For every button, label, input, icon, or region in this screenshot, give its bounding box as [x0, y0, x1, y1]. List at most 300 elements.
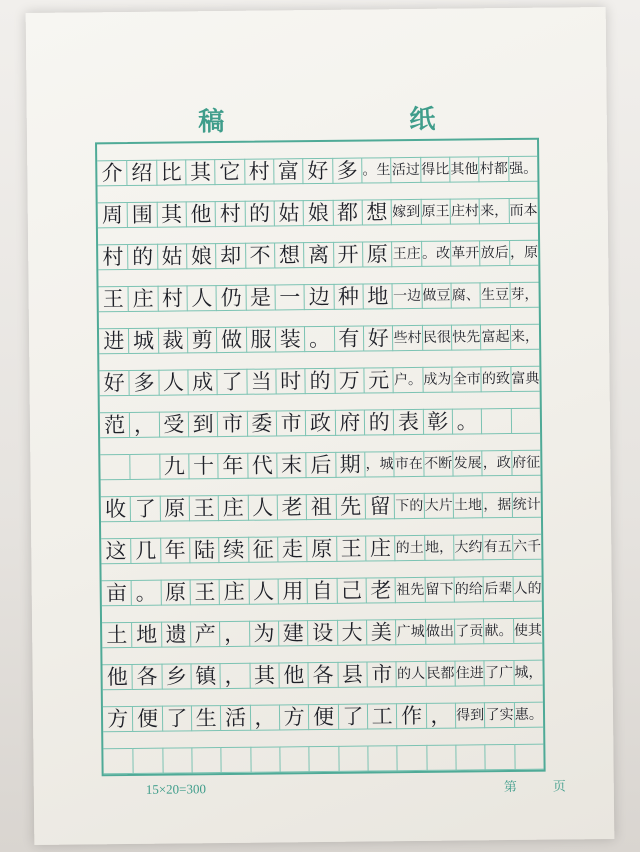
- grid-cell: [248, 536, 278, 562]
- grid-cell: [221, 747, 251, 773]
- handwritten-character: 做出: [425, 623, 455, 640]
- handwritten-character: 万: [338, 368, 360, 393]
- grid-cell: [421, 241, 451, 267]
- handwritten-character: 下的: [395, 497, 424, 515]
- grid-cell: [160, 579, 190, 605]
- grid-cell: [215, 159, 245, 185]
- handwritten-character: 作: [400, 703, 423, 728]
- handwritten-character: ，: [430, 703, 452, 728]
- grid-cell: [276, 452, 306, 478]
- handwritten-character: 多: [336, 158, 358, 183]
- handwritten-character: 时: [280, 368, 302, 393]
- grid-cell: [364, 409, 394, 435]
- grid-cell: [420, 199, 450, 225]
- handwritten-character: 的: [248, 201, 271, 226]
- grid-row: [103, 702, 543, 733]
- handwritten-character: 王: [194, 579, 216, 604]
- grid-cell: [162, 747, 192, 773]
- grid-cell: [335, 452, 365, 478]
- grid-cell: [514, 702, 544, 728]
- handwritten-character: 代: [251, 452, 273, 478]
- grid-cell: [187, 369, 217, 395]
- handwritten-character: 土: [106, 622, 128, 647]
- grid-cell: [509, 240, 539, 266]
- grid-cell: [480, 282, 510, 308]
- handwritten-character: 多: [133, 370, 155, 395]
- grid-cell: [449, 156, 479, 182]
- handwritten-character: 其他: [450, 161, 479, 178]
- grid-cell: [278, 620, 308, 646]
- grid-cell: [218, 537, 248, 563]
- grid-cell: [247, 452, 277, 478]
- handwritten-character: 使其: [513, 622, 543, 639]
- grid-cell: [128, 286, 158, 312]
- handwritten-character: 绍: [131, 160, 153, 185]
- handwritten-character: 地: [367, 283, 389, 308]
- grid-cell: [450, 240, 480, 266]
- handwritten-character: 一边: [393, 287, 422, 305]
- grid-cell: [191, 747, 221, 773]
- grid-cell: [131, 622, 161, 648]
- grid-cell: [100, 454, 130, 480]
- handwritten-character: 县: [341, 662, 364, 687]
- grid-cell: [334, 368, 364, 394]
- grid-cell: [101, 496, 131, 522]
- handwritten-character: 好: [367, 325, 389, 350]
- handwritten-character: 政: [309, 410, 332, 435]
- grid-cell: [307, 620, 337, 646]
- grid-cell: [511, 492, 541, 518]
- grid-cell: [510, 408, 540, 434]
- handwritten-character: 这: [105, 538, 127, 563]
- grid-cell: [484, 702, 514, 728]
- grid-cell: [481, 366, 511, 392]
- handwritten-character: 惠。: [514, 706, 543, 723]
- handwritten-character: 介: [101, 160, 123, 185]
- grid-cell: [364, 451, 394, 477]
- handwritten-character: 了: [221, 369, 243, 394]
- handwritten-character: 府: [339, 410, 361, 435]
- handwritten-character: 住进: [455, 665, 484, 682]
- handwritten-character: 而本: [509, 202, 538, 220]
- handwritten-character: 人: [191, 285, 213, 310]
- handwritten-character: ，: [254, 704, 276, 730]
- handwritten-character: 娘: [190, 243, 212, 268]
- grid-cell: [98, 202, 128, 228]
- handwritten-character: 原: [164, 495, 186, 521]
- grid-cell: [249, 620, 279, 646]
- handwritten-character: 乡: [165, 663, 188, 689]
- handwritten-character: 的: [132, 244, 154, 269]
- grid-cell: [334, 410, 364, 436]
- grid-cell: [305, 410, 335, 436]
- handwritten-character: ，: [224, 663, 246, 688]
- handwritten-character: 得到: [456, 707, 485, 724]
- handwritten-character: 围: [131, 202, 153, 227]
- handwritten-character: 土地: [453, 497, 483, 514]
- page-label-prefix: 第: [503, 779, 517, 796]
- handwritten-character: 姑: [161, 243, 183, 269]
- grid-cell: [127, 244, 157, 270]
- grid-cell: [306, 536, 336, 562]
- handwritten-character: 其: [189, 159, 212, 184]
- handwritten-character: 成: [192, 369, 214, 394]
- grid-cell: [219, 579, 249, 605]
- handwritten-character: 留下: [425, 581, 454, 598]
- grid-cell: [511, 450, 541, 476]
- grid-cell: [480, 324, 510, 350]
- handwritten-character: 庄: [223, 579, 245, 604]
- handwritten-character: 仍: [220, 285, 242, 310]
- handwritten-character: 他: [106, 664, 128, 689]
- grid-cell: [426, 703, 456, 729]
- grid-cell: [453, 492, 483, 518]
- grid-cell: [218, 495, 248, 521]
- grid-cell: [365, 493, 395, 519]
- grid-cell: [479, 198, 509, 224]
- grid-cell: [338, 704, 368, 730]
- grid-cell: [397, 745, 427, 771]
- grid-cell: [333, 284, 363, 310]
- handwritten-character: 都: [336, 200, 359, 225]
- grid-cell: [129, 412, 159, 438]
- grid-cell: [99, 370, 129, 396]
- grid-cell: [162, 705, 192, 731]
- grid-cell: [250, 704, 280, 730]
- handwritten-character: 放后: [480, 245, 509, 262]
- page-label-suffix: 页: [552, 779, 566, 795]
- handwritten-character: 工: [371, 703, 393, 728]
- handwritten-character: 原: [366, 241, 388, 266]
- handwritten-character: 用: [282, 578, 304, 603]
- grid-cell: [130, 496, 160, 522]
- handwritten-character: 好: [103, 370, 125, 395]
- grid-cell: [394, 451, 424, 477]
- page-number-label: [504, 775, 602, 795]
- grid-cell: [424, 577, 454, 603]
- handwritten-character: 有五: [483, 538, 512, 556]
- grid-cell: [334, 326, 364, 352]
- grid-cell: [484, 660, 514, 686]
- grid-cell: [366, 577, 396, 603]
- grid-cell: [361, 157, 391, 183]
- handwritten-character: 彰: [427, 409, 449, 434]
- grid-cell: [420, 157, 450, 183]
- grid-cell: [481, 408, 511, 434]
- grid-cell: [249, 662, 279, 688]
- handwritten-character: 。: [308, 326, 331, 351]
- grid-cell: [161, 621, 191, 647]
- handwritten-character: ，政: [482, 455, 511, 472]
- handwritten-character: [104, 457, 125, 478]
- handwritten-character: 自: [311, 578, 333, 603]
- handwritten-character: 。: [456, 408, 478, 434]
- grid-cell: [306, 452, 336, 478]
- grid-cell: [274, 200, 304, 226]
- handwritten-character: 统计: [512, 496, 541, 513]
- grid-cell: [392, 325, 422, 351]
- grid-cell: [101, 538, 131, 564]
- grid-row: [101, 534, 541, 565]
- grid-cell: [247, 494, 277, 520]
- handwritten-character: 方: [283, 704, 305, 729]
- grid-cell: [396, 703, 426, 729]
- handwritten-character: 便: [312, 704, 335, 729]
- handwritten-character: 庄村: [450, 203, 480, 220]
- handwritten-character: 为: [253, 620, 275, 646]
- handwritten-character: 做豆: [422, 287, 451, 304]
- grid-cell: [423, 451, 453, 477]
- handwritten-character: 市: [280, 410, 302, 435]
- handwritten-character: 美: [370, 619, 392, 644]
- handwritten-character: 各: [312, 662, 334, 687]
- grid-cell: [277, 536, 307, 562]
- grid-cell: [309, 746, 339, 772]
- grid-cell: [367, 745, 397, 771]
- handwritten-character: 遗: [165, 621, 187, 647]
- handwritten-character: 周: [101, 202, 124, 227]
- handwritten-character: 府征: [512, 454, 541, 471]
- handwritten-character: 腐、: [451, 287, 480, 304]
- grid-cell: [103, 748, 133, 774]
- handwritten-character: 走: [281, 536, 304, 561]
- grid-cell: [248, 578, 278, 604]
- grid-cell: [303, 200, 333, 226]
- grid-cell: [156, 159, 186, 185]
- handwritten-character: 大约: [454, 539, 483, 556]
- grid-cell: [250, 746, 280, 772]
- handwritten-character: 开: [337, 242, 359, 267]
- handwritten-character: 进: [103, 328, 125, 353]
- grid-row: [98, 240, 538, 271]
- handwritten-character: ，据: [483, 497, 512, 514]
- grid-cell: [450, 198, 480, 224]
- grid-spec-label: 15×20=300: [145, 781, 207, 797]
- grid-cell: [216, 327, 246, 353]
- handwritten-character: 活: [224, 705, 247, 730]
- grid-row: [100, 408, 540, 439]
- grid-cell: [187, 285, 217, 311]
- grid-cell: [455, 702, 485, 728]
- grid-cell: [157, 285, 187, 311]
- grid-cell: [426, 745, 456, 771]
- grid-cell: [132, 664, 162, 690]
- grid-cell: [186, 201, 216, 227]
- grid-row: [102, 576, 542, 607]
- grid-cell: [274, 242, 304, 268]
- handwritten-character: 人: [162, 369, 184, 395]
- grid-cell: [215, 201, 245, 227]
- grid-cell: [307, 578, 337, 604]
- handwritten-character: 活过: [391, 161, 420, 179]
- handwritten-character: 王: [340, 536, 362, 561]
- grid-cell: [395, 619, 425, 645]
- handwritten-character: 。生: [362, 162, 391, 179]
- grid-cell: [218, 453, 248, 479]
- handwritten-character: 的致: [481, 371, 511, 388]
- handwritten-character: 的: [368, 409, 390, 434]
- handwritten-character: 年: [164, 537, 186, 563]
- handwritten-character: 来，: [480, 203, 509, 220]
- grid-cell: [514, 744, 544, 770]
- grid-cell: [424, 535, 454, 561]
- handwritten-character: 市在: [394, 455, 423, 473]
- grid-cell: [219, 621, 249, 647]
- grid-cell: [217, 411, 247, 437]
- grid-cell: [244, 200, 274, 226]
- handwritten-character: 革开: [451, 245, 480, 262]
- handwritten-character: 献。: [484, 622, 513, 640]
- grid-cell: [337, 662, 367, 688]
- handwritten-character: 其: [253, 662, 276, 688]
- grid-cell: [333, 242, 363, 268]
- handwritten-character: 祖: [310, 494, 332, 519]
- handwritten-character: 庄: [132, 286, 154, 311]
- handwritten-character: 了实: [485, 706, 514, 724]
- grid-cell: [246, 410, 276, 436]
- handwritten-character: 。改: [421, 245, 451, 262]
- handwritten-character: 娘: [307, 200, 329, 225]
- grid-cell: [451, 282, 481, 308]
- grid-cell: [393, 409, 423, 435]
- grid-cell: [279, 704, 309, 730]
- handwritten-character: 广城: [396, 623, 425, 641]
- handwritten-character: 续: [223, 537, 245, 562]
- grid-cell: [332, 158, 362, 184]
- grid-cell: [190, 621, 220, 647]
- grid-cell: [452, 408, 482, 434]
- grid-cell: [512, 576, 542, 602]
- grid-cell: [482, 492, 512, 518]
- handwritten-character: 生豆: [481, 287, 510, 304]
- handwritten-character: 后: [310, 452, 332, 477]
- grid-row: [102, 660, 542, 691]
- handwritten-character: 六千: [513, 538, 542, 555]
- handwritten-character: 民都: [426, 665, 455, 682]
- grid-cell: [303, 158, 333, 184]
- grid-cell: [421, 283, 451, 309]
- grid-row: [99, 282, 539, 313]
- handwritten-character: 的: [309, 368, 331, 393]
- grid-cell: [273, 158, 303, 184]
- handwritten-character: 原: [311, 536, 333, 561]
- grid-cell: [102, 664, 132, 690]
- grid-cell: [217, 369, 247, 395]
- handwritten-character: 王庄: [392, 245, 421, 263]
- grid-cell: [99, 328, 129, 354]
- grid-cell: [483, 576, 513, 602]
- handwritten-character: 庄: [369, 535, 392, 560]
- handwritten-character: 村都: [479, 161, 508, 178]
- grid-cell: [363, 283, 393, 309]
- handwritten-character: 村: [161, 285, 184, 311]
- grid-cell: [190, 663, 220, 689]
- grid-cell: [275, 284, 305, 310]
- grid-row: [103, 744, 543, 775]
- handwritten-character: 后辈: [484, 580, 513, 598]
- handwritten-character: ，: [224, 621, 246, 646]
- grid-cell: [338, 746, 368, 772]
- handwritten-character: 九: [163, 453, 185, 479]
- handwritten-character: 当: [250, 369, 272, 394]
- grid-cell: [103, 706, 133, 732]
- handwritten-character: 了: [166, 705, 188, 731]
- handwritten-character: 做: [220, 327, 243, 352]
- grid-cell: [159, 495, 189, 521]
- handwritten-character: 种: [337, 284, 360, 309]
- handwritten-character: 元: [368, 367, 390, 392]
- handwritten-character: 比: [160, 159, 182, 185]
- handwritten-character: 市: [221, 411, 244, 436]
- handwritten-character: 设: [312, 620, 334, 645]
- grid-cell: [128, 328, 158, 354]
- manuscript-paper-sheet: [26, 7, 615, 845]
- handwritten-character: 村: [219, 201, 241, 226]
- grid-row: [99, 366, 539, 397]
- handwritten-character: 快先: [452, 329, 481, 346]
- handwritten-character: 留: [369, 493, 391, 518]
- grid-cell: [158, 327, 188, 353]
- sheet-title: 稿 纸: [198, 103, 524, 138]
- grid-cell: [304, 326, 334, 352]
- grid-cell: [190, 579, 220, 605]
- grid-cell: [187, 327, 217, 353]
- grid-row: [102, 618, 542, 649]
- handwritten-character: 的给: [454, 581, 483, 598]
- grid-cell: [452, 450, 482, 476]
- handwritten-character: 富起: [481, 329, 510, 346]
- grid-cell: [189, 495, 219, 521]
- handwritten-character: 想: [366, 199, 388, 225]
- handwritten-character: 陆: [193, 537, 216, 562]
- grid-cell: [513, 618, 543, 644]
- grid-cell: [100, 412, 130, 438]
- handwritten-character: 有: [338, 326, 360, 351]
- grid-cell: [336, 578, 366, 604]
- handwritten-character: 亩: [105, 580, 128, 605]
- grid-cell: [102, 580, 132, 606]
- grid-cell: [246, 326, 276, 352]
- grid-cell: [278, 662, 308, 688]
- handwritten-character: 服: [250, 327, 272, 352]
- grid-cell: [303, 242, 333, 268]
- handwritten-character: 地: [136, 622, 158, 647]
- handwritten-character: 末: [280, 452, 303, 477]
- grid-cell: [392, 283, 422, 309]
- grid-cell: [363, 325, 393, 351]
- grid-cell: [454, 618, 484, 644]
- grid-cell: [425, 619, 455, 645]
- grid-cell: [244, 158, 274, 184]
- grid-cell: [189, 537, 219, 563]
- handwritten-character: 却: [220, 243, 242, 268]
- handwritten-character: 表: [397, 409, 420, 434]
- handwritten-character: 地，: [425, 539, 454, 556]
- handwritten-character: 期: [339, 452, 361, 477]
- handwritten-character: 姑: [278, 200, 300, 225]
- grid-cell: [510, 324, 540, 350]
- grid-cell: [97, 160, 127, 186]
- grid-cell: [308, 704, 338, 730]
- grid-cell: [363, 367, 393, 393]
- grid-cell: [130, 454, 160, 480]
- handwritten-character: 委: [251, 411, 273, 436]
- grid-cell: [186, 243, 216, 269]
- handwritten-character: 城，: [514, 664, 543, 681]
- handwritten-character: 好: [307, 158, 329, 183]
- grid-cell: [394, 535, 424, 561]
- handwritten-character: 强。: [509, 160, 538, 178]
